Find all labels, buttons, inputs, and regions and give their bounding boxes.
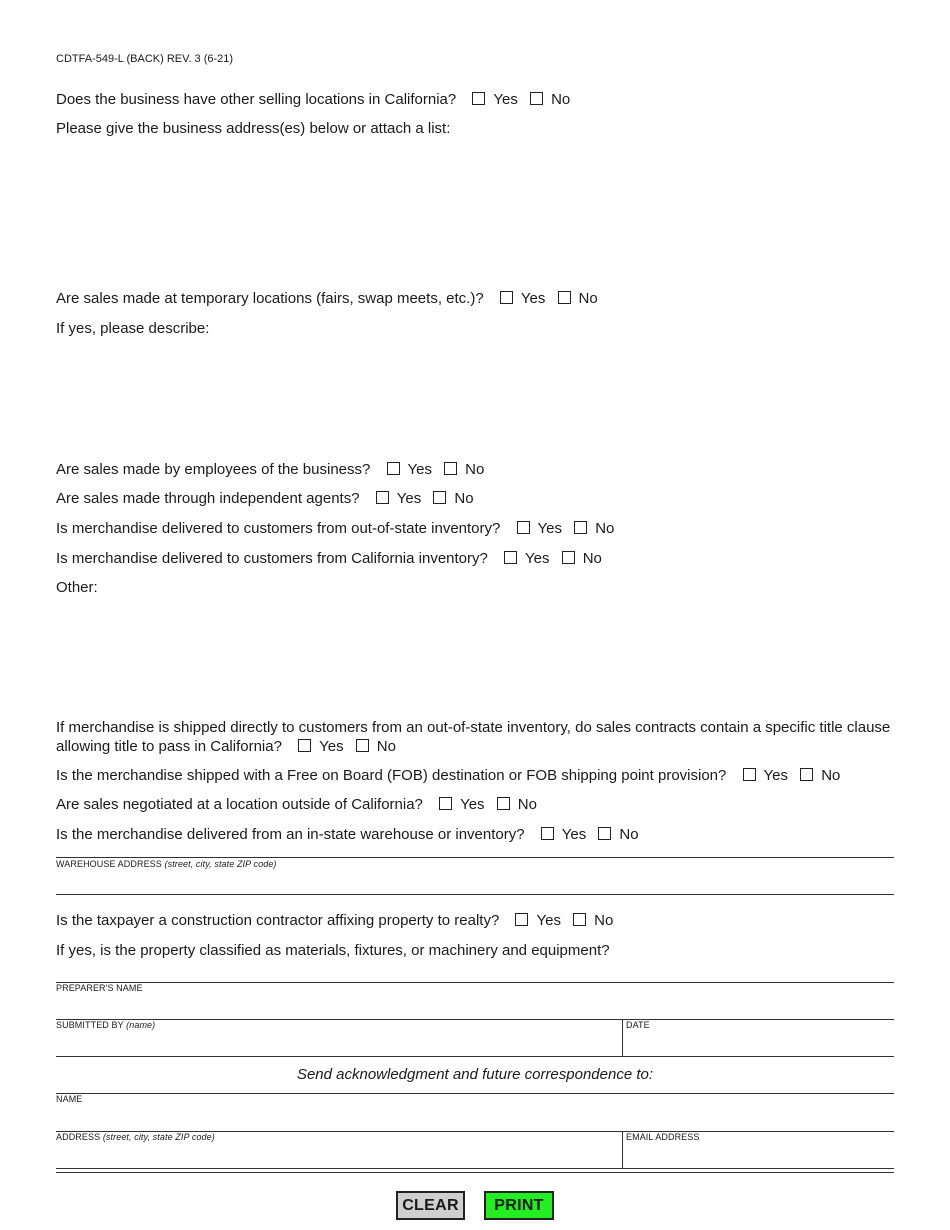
in-state-warehouse-yes-checkbox[interactable] (541, 827, 554, 840)
yes-label: Yes (493, 91, 518, 108)
out-of-state-inventory-no-checkbox[interactable] (574, 521, 587, 534)
send-acknowledgment-note: Send acknowledgment and future correspondence to: (296, 1066, 654, 1083)
other-textarea[interactable] (56, 600, 898, 714)
no-label: No (376, 738, 396, 755)
question-title-clause (56, 718, 896, 756)
fob-yes-checkbox[interactable] (743, 768, 756, 781)
submitted-by-label (56, 1020, 155, 1030)
fob-no-checkbox[interactable] (800, 768, 813, 781)
yes-label: Yes (525, 550, 550, 567)
agents-no-checkbox[interactable] (433, 491, 446, 504)
yes-label: Yes (763, 767, 789, 784)
print-button[interactable]: PRINT (484, 1191, 554, 1220)
california-inventory-yes-checkbox[interactable] (504, 551, 517, 564)
warehouse-address-label (56, 859, 277, 869)
title-clause-yes-checkbox[interactable] (298, 739, 311, 752)
question-text: Is the merchandise delivered from an in-state warehouse or inventory? (56, 826, 525, 843)
negotiated-outside-no-checkbox[interactable] (497, 797, 510, 810)
title-clause-no-checkbox[interactable] (356, 739, 369, 752)
question-out-of-state-inventory (56, 519, 622, 538)
question-text: Is merchandise delivered to customers from California inventory? (56, 550, 488, 567)
clear-button[interactable]: CLEAR (396, 1191, 465, 1220)
address-label (56, 1132, 215, 1142)
question-employees (56, 460, 492, 479)
preparer-name-input[interactable] (58, 996, 896, 1018)
name-input[interactable] (58, 1107, 896, 1129)
no-label: No (619, 826, 639, 843)
employees-yes-checkbox[interactable] (387, 462, 400, 475)
question-text: Does the business have other selling locations in California? (56, 91, 457, 108)
no-label: No (594, 912, 614, 929)
other-locations-yes-checkbox[interactable] (472, 92, 485, 105)
in-state-warehouse-no-checkbox[interactable] (598, 827, 611, 840)
email-input[interactable] (628, 1145, 896, 1167)
property-classified-prompt: If yes, is the property classified as materials, fixtures, or machinery and equipment? (56, 942, 610, 959)
label-hint: (street, city, state ZIP code) (164, 859, 277, 869)
question-text: Is merchandise delivered to customers from out-of-state inventory? (56, 520, 501, 537)
submitted-by-input[interactable] (58, 1033, 622, 1055)
no-label: No (595, 520, 615, 537)
california-inventory-no-checkbox[interactable] (562, 551, 575, 564)
no-label: No (582, 550, 602, 567)
divider (56, 1093, 894, 1094)
form-id: CDTFA-549-L (BACK) REV. 3 (6-21) (56, 53, 234, 65)
yes-label: Yes (520, 290, 546, 307)
question-text: Is the taxpayer a construction contractor affixing property to realty? (56, 912, 500, 929)
warehouse-address-input[interactable] (58, 872, 896, 894)
divider (622, 1019, 623, 1056)
preparer-name-label: PREPARER'S NAME (56, 983, 143, 993)
question-temporary-locations (56, 289, 606, 308)
question-fob (56, 766, 848, 785)
divider (622, 1131, 623, 1168)
property-classification-input[interactable] (58, 962, 896, 982)
divider (56, 857, 894, 858)
yes-label: Yes (319, 738, 344, 755)
yes-label: Yes (536, 912, 561, 929)
divider (56, 982, 894, 983)
no-label: No (551, 91, 571, 108)
temporary-locations-yes-checkbox[interactable] (500, 291, 513, 304)
name-label: NAME (56, 1094, 83, 1104)
no-label: No (454, 490, 474, 507)
address-input[interactable] (58, 1145, 622, 1167)
describe-prompt: If yes, please describe: (56, 320, 210, 337)
employees-no-checkbox[interactable] (444, 462, 457, 475)
question-california-inventory (56, 549, 610, 568)
question-text: Are sales made at temporary locations (fairs, swap meets, etc.)? (56, 290, 484, 307)
label-text: ADDRESS (56, 1132, 101, 1142)
yes-label: Yes (407, 461, 432, 478)
other-locations-no-checkbox[interactable] (530, 92, 543, 105)
other-label: Other: (56, 579, 98, 596)
yes-label: Yes (561, 826, 587, 843)
no-label: No (821, 767, 841, 784)
yes-label: Yes (396, 490, 422, 507)
date-label: DATE (626, 1020, 650, 1030)
no-label: No (578, 290, 598, 307)
divider (56, 1172, 894, 1173)
business-addresses-textarea[interactable] (56, 142, 898, 286)
question-text: Are sales made through independent agents? (56, 490, 360, 507)
yes-label: Yes (460, 796, 485, 813)
question-construction (56, 911, 621, 930)
temporary-locations-no-checkbox[interactable] (558, 291, 571, 304)
question-text: Are sales negotiated at a location outside of California? (56, 796, 423, 813)
email-label: EMAIL ADDRESS (626, 1132, 700, 1142)
label-text: WAREHOUSE ADDRESS (56, 859, 162, 869)
divider (56, 1168, 894, 1169)
out-of-state-inventory-yes-checkbox[interactable] (517, 521, 530, 534)
construction-no-checkbox[interactable] (573, 913, 586, 926)
question-text: Is the merchandise shipped with a Free on Board (FOB) destination or FOB shipping point provision? (56, 767, 727, 784)
address-prompt: Please give the business address(es) below or attach a list: (56, 120, 451, 137)
label-text: SUBMITTED BY (56, 1020, 124, 1030)
divider (56, 1056, 894, 1057)
question-agents (56, 489, 482, 508)
negotiated-outside-yes-checkbox[interactable] (439, 797, 452, 810)
label-hint: (street, city, state ZIP code) (102, 1132, 215, 1142)
question-negotiated-outside (56, 795, 545, 814)
question-text: If merchandise is shipped directly to customers from an out-of-state inventory, do sales contracts contain a specific title clause allowing title to pass in California? (56, 719, 891, 755)
question-text: Are sales made by employees of the business? (56, 461, 371, 478)
no-label: No (465, 461, 485, 478)
divider (56, 894, 894, 895)
yes-label: Yes (537, 520, 563, 537)
divider (56, 1019, 894, 1020)
no-label: No (517, 796, 537, 813)
agents-yes-checkbox[interactable] (376, 491, 389, 504)
construction-yes-checkbox[interactable] (515, 913, 528, 926)
question-other-locations (56, 90, 578, 109)
date-input[interactable] (628, 1033, 896, 1055)
label-hint: (name) (126, 1020, 156, 1030)
temporary-locations-description-textarea[interactable] (56, 342, 898, 456)
question-in-state-warehouse (56, 825, 647, 844)
